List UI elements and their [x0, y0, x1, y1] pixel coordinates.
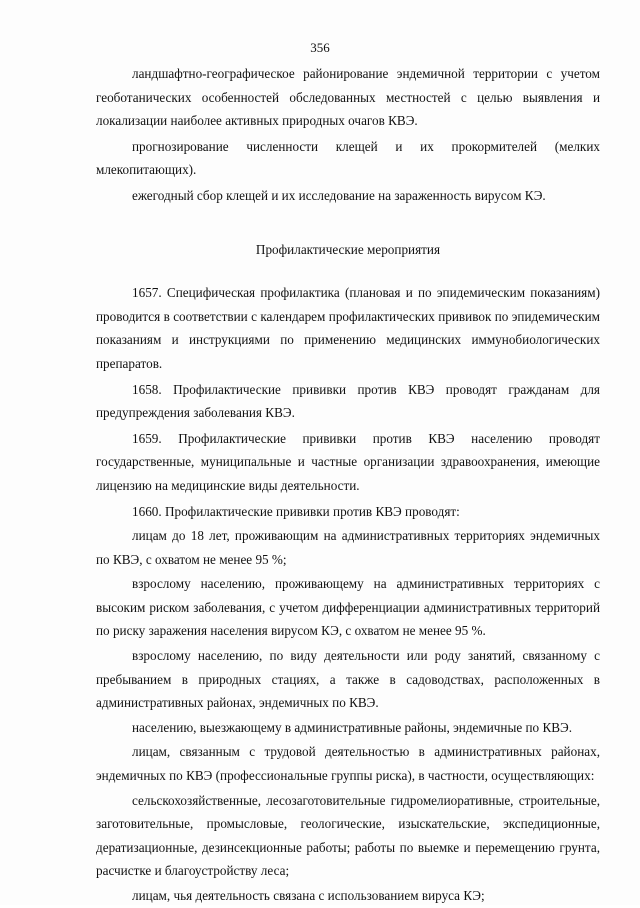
- list-item: населению, выезжающему в административные районы, эндемичные по КВЭ.: [132, 719, 573, 735]
- paragraph-1660: 1660. Профилактические прививки против КВЭ проводят:: [132, 503, 460, 519]
- document-body: [96, 62, 600, 908]
- list-item: лицам, чья деятельность связана с использованием вируса КЭ;: [132, 888, 485, 903]
- paragraph: ежегодный сбор клещей и их исследование на зараженность вирусом КЭ.: [132, 187, 546, 203]
- page-number: 356: [310, 40, 330, 55]
- paragraph-1659: 1659. Профилактические прививки против КВЭ населению проводят государственные, муниципальные и частные организации здравоохранения, имеющие лицензию на медицинские виды деятельности.: [96, 430, 600, 493]
- section-title: Профилактические мероприятия: [255, 241, 441, 257]
- list-item: лицам до 18 лет, проживающим на административных территориях эндемичных по КВЭ, с охватом не менее 95 %;: [96, 528, 600, 567]
- list-item: взрослому населению, по виду деятельности или роду занятий, связанному с пребыванием в природных стациях, а также в садоводствах, расположенных в административных районах, эндемичных по КВЭ.: [96, 648, 600, 711]
- list-item: взрослому населению, проживающему на административных территориях с высоким риском заболевания, с учетом дифференциации административных территорий по риску заражения населения вирусом КЭ, с охватом не менее 95 %.: [96, 576, 600, 639]
- list-item: сельскохозяйственные, лесозаготовительные гидромелиоративные, строительные, заготовительные, промысловые, геологические, изыскательские, экспедиционные, дератизационные, дезинсекционные работы; работы по выемке и перемещению грунта, расчистке и благоустройству леса;: [96, 792, 600, 879]
- paragraph-1657: 1657. Специфическая профилактика (плановая и по эпидемическим показаниям) проводится в соответствии с календарем профилактических прививок по эпидемическим показаниям и инструкциями по применению медицинских иммунобиологических препаратов.: [96, 285, 600, 371]
- paragraph-1658: 1658. Профилактические прививки против КВЭ проводят гражданам для предупреждения заболевания КВЭ.: [96, 381, 600, 421]
- paragraph: прогнозирование численности клещей и их прокормителей (мелких млекопитающих).: [96, 138, 600, 178]
- list-item: лицам, связанным с трудовой деятельностью в административных районах, эндемичных по КВЭ (профессиональные группы риска), в частности, осуществляющих:: [96, 744, 600, 784]
- paragraph: ландшафтно-географическое районирование эндемичной территории с учетом геоботанических особенностей обследованных местностей с целью выявления и локализации наиболее активных природных очагов КВЭ.: [96, 66, 600, 129]
